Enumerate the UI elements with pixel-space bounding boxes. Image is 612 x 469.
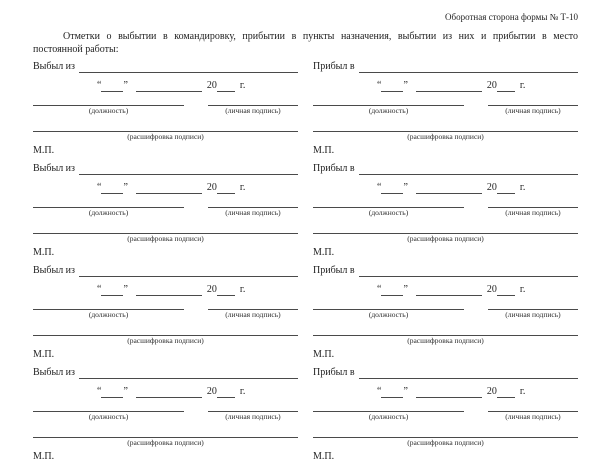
year-prefix: 20 bbox=[486, 284, 497, 295]
arrived-at-label: Прибыл в bbox=[313, 61, 355, 72]
open-quote: “ bbox=[377, 80, 382, 91]
position-caption: (должность) bbox=[368, 208, 409, 217]
signature-row bbox=[313, 105, 578, 116]
personal-signature-field bbox=[488, 309, 578, 320]
month-fill-line bbox=[136, 182, 202, 194]
stamp-abbreviation: М.П. bbox=[313, 349, 335, 360]
personal-signature-field bbox=[208, 309, 298, 320]
transcript-field bbox=[33, 131, 298, 142]
close-quote: ” bbox=[403, 386, 408, 397]
month-fill-line bbox=[136, 284, 202, 296]
arrived-at-label: Прибыл в bbox=[313, 163, 355, 174]
year-prefix: 20 bbox=[206, 182, 217, 193]
transcript-caption: (расшифровка подписи) bbox=[407, 234, 484, 243]
travel-mark-entry bbox=[313, 366, 578, 463]
personal-signature-caption: (личная подпись) bbox=[505, 208, 561, 217]
stamp-abbreviation: М.П. bbox=[33, 349, 55, 360]
personal-signature-caption: (личная подпись) bbox=[225, 106, 281, 115]
stamp-abbreviation: М.П. bbox=[313, 145, 335, 156]
position-caption: (должность) bbox=[88, 106, 129, 115]
departed-from-label: Выбыл из bbox=[33, 163, 75, 174]
year-prefix: 20 bbox=[486, 182, 497, 193]
close-quote: ” bbox=[403, 284, 408, 295]
month-fill-line bbox=[136, 80, 202, 92]
open-quote: “ bbox=[97, 80, 102, 91]
year-suffix: г. bbox=[239, 284, 246, 295]
transcript-caption: (расшифровка подписи) bbox=[407, 132, 484, 141]
day-fill-line bbox=[381, 386, 403, 398]
close-quote: ” bbox=[403, 182, 408, 193]
transcript-caption: (расшифровка подписи) bbox=[127, 336, 204, 345]
date-row bbox=[97, 181, 298, 194]
intro-text-line2: постоянной работы: bbox=[33, 44, 119, 55]
transcript-field bbox=[313, 437, 578, 448]
position-field bbox=[313, 207, 464, 218]
year-suffix: г. bbox=[519, 80, 526, 91]
day-fill-line bbox=[381, 284, 403, 296]
open-quote: “ bbox=[377, 386, 382, 397]
intro-text-line1: Отметки о выбытии в командировку, прибытии в пункты назначения, выбытии из них и прибытии в место bbox=[63, 31, 578, 42]
year-suffix: г. bbox=[519, 386, 526, 397]
place-row bbox=[313, 60, 578, 73]
position-caption: (должность) bbox=[368, 412, 409, 421]
transcript-field bbox=[313, 335, 578, 346]
personal-signature-field bbox=[488, 207, 578, 218]
place-fill-line bbox=[79, 174, 298, 175]
close-quote: ” bbox=[123, 386, 128, 397]
personal-signature-caption: (личная подпись) bbox=[225, 310, 281, 319]
position-field bbox=[33, 309, 184, 320]
year-suffix: г. bbox=[239, 182, 246, 193]
place-fill-line bbox=[79, 276, 298, 277]
month-fill-line bbox=[416, 284, 482, 296]
stamp-abbreviation: М.П. bbox=[33, 451, 55, 462]
place-fill-line bbox=[359, 276, 578, 277]
signature-row bbox=[313, 207, 578, 218]
place-fill-line bbox=[79, 72, 298, 73]
signature-row bbox=[33, 411, 298, 422]
open-quote: “ bbox=[97, 182, 102, 193]
place-fill-line bbox=[79, 378, 298, 379]
transcript-field bbox=[33, 233, 298, 244]
personal-signature-field bbox=[488, 411, 578, 422]
place-row bbox=[313, 162, 578, 175]
signature-row bbox=[33, 105, 298, 116]
personal-signature-caption: (личная подпись) bbox=[225, 208, 281, 217]
month-fill-line bbox=[136, 386, 202, 398]
arrival-column bbox=[313, 60, 578, 468]
place-row bbox=[313, 366, 578, 379]
year-prefix: 20 bbox=[206, 284, 217, 295]
date-row bbox=[377, 181, 578, 194]
day-fill-line bbox=[101, 284, 123, 296]
departed-from-label: Выбыл из bbox=[33, 61, 75, 72]
close-quote: ” bbox=[123, 80, 128, 91]
signature-row bbox=[33, 309, 298, 320]
personal-signature-caption: (личная подпись) bbox=[505, 412, 561, 421]
year-fill-line bbox=[217, 386, 235, 398]
transcript-caption: (расшифровка подписи) bbox=[407, 336, 484, 345]
stamp-abbreviation: М.П. bbox=[33, 247, 55, 258]
travel-mark-entry bbox=[33, 162, 298, 259]
place-fill-line bbox=[359, 72, 578, 73]
personal-signature-field bbox=[208, 207, 298, 218]
transcript-caption: (расшифровка подписи) bbox=[407, 438, 484, 447]
open-quote: “ bbox=[97, 284, 102, 295]
transcript-caption: (расшифровка подписи) bbox=[127, 234, 204, 243]
departed-from-label: Выбыл из bbox=[33, 265, 75, 276]
year-fill-line bbox=[217, 284, 235, 296]
year-fill-line bbox=[497, 284, 515, 296]
open-quote: “ bbox=[377, 182, 382, 193]
position-caption: (должность) bbox=[368, 106, 409, 115]
transcript-caption: (расшифровка подписи) bbox=[127, 132, 204, 141]
month-fill-line bbox=[416, 386, 482, 398]
signature-row bbox=[313, 411, 578, 422]
stamp-abbreviation: М.П. bbox=[33, 145, 55, 156]
year-prefix: 20 bbox=[206, 80, 217, 91]
year-suffix: г. bbox=[519, 284, 526, 295]
signature-row bbox=[33, 207, 298, 218]
date-row bbox=[97, 79, 298, 92]
transcript-caption: (расшифровка подписи) bbox=[127, 438, 204, 447]
year-suffix: г. bbox=[239, 386, 246, 397]
personal-signature-caption: (личная подпись) bbox=[505, 106, 561, 115]
travel-mark-entry bbox=[313, 60, 578, 157]
position-caption: (должность) bbox=[88, 412, 129, 421]
position-field bbox=[33, 411, 184, 422]
place-row bbox=[33, 366, 298, 379]
place-row bbox=[33, 162, 298, 175]
place-row bbox=[33, 60, 298, 73]
position-field bbox=[33, 207, 184, 218]
entries-grid bbox=[33, 60, 578, 468]
travel-mark-entry bbox=[33, 264, 298, 361]
stamp-abbreviation: М.П. bbox=[313, 451, 335, 462]
year-fill-line bbox=[497, 386, 515, 398]
place-row bbox=[33, 264, 298, 277]
year-prefix: 20 bbox=[206, 386, 217, 397]
day-fill-line bbox=[381, 80, 403, 92]
position-field bbox=[33, 105, 184, 116]
date-row bbox=[377, 283, 578, 296]
day-fill-line bbox=[101, 386, 123, 398]
position-caption: (должность) bbox=[88, 310, 129, 319]
transcript-field bbox=[313, 131, 578, 142]
place-fill-line bbox=[359, 378, 578, 379]
day-fill-line bbox=[381, 182, 403, 194]
year-fill-line bbox=[217, 182, 235, 194]
signature-row bbox=[313, 309, 578, 320]
position-caption: (должность) bbox=[368, 310, 409, 319]
close-quote: ” bbox=[123, 284, 128, 295]
arrived-at-label: Прибыл в bbox=[313, 265, 355, 276]
travel-mark-entry bbox=[33, 60, 298, 157]
month-fill-line bbox=[416, 80, 482, 92]
year-prefix: 20 bbox=[486, 386, 497, 397]
stamp-abbreviation: М.П. bbox=[313, 247, 335, 258]
transcript-field bbox=[313, 233, 578, 244]
year-fill-line bbox=[497, 80, 515, 92]
personal-signature-caption: (личная подпись) bbox=[505, 310, 561, 319]
position-field bbox=[313, 309, 464, 320]
close-quote: ” bbox=[123, 182, 128, 193]
travel-mark-entry bbox=[33, 366, 298, 463]
departure-column bbox=[33, 60, 298, 468]
transcript-field bbox=[33, 437, 298, 448]
arrived-at-label: Прибыл в bbox=[313, 367, 355, 378]
close-quote: ” bbox=[403, 80, 408, 91]
open-quote: “ bbox=[97, 386, 102, 397]
personal-signature-caption: (личная подпись) bbox=[225, 412, 281, 421]
form-side-note: Оборотная сторона формы № Т-10 bbox=[445, 12, 578, 22]
date-row bbox=[377, 79, 578, 92]
departed-from-label: Выбыл из bbox=[33, 367, 75, 378]
transcript-field bbox=[33, 335, 298, 346]
year-suffix: г. bbox=[239, 80, 246, 91]
position-caption: (должность) bbox=[88, 208, 129, 217]
day-fill-line bbox=[101, 80, 123, 92]
date-row bbox=[97, 385, 298, 398]
year-fill-line bbox=[497, 182, 515, 194]
place-row bbox=[313, 264, 578, 277]
day-fill-line bbox=[101, 182, 123, 194]
travel-mark-entry bbox=[313, 162, 578, 259]
year-prefix: 20 bbox=[486, 80, 497, 91]
open-quote: “ bbox=[377, 284, 382, 295]
year-fill-line bbox=[217, 80, 235, 92]
month-fill-line bbox=[416, 182, 482, 194]
personal-signature-field bbox=[208, 411, 298, 422]
position-field bbox=[313, 105, 464, 116]
position-field bbox=[313, 411, 464, 422]
place-fill-line bbox=[359, 174, 578, 175]
date-row bbox=[97, 283, 298, 296]
year-suffix: г. bbox=[519, 182, 526, 193]
date-row bbox=[377, 385, 578, 398]
personal-signature-field bbox=[488, 105, 578, 116]
personal-signature-field bbox=[208, 105, 298, 116]
travel-mark-entry bbox=[313, 264, 578, 361]
